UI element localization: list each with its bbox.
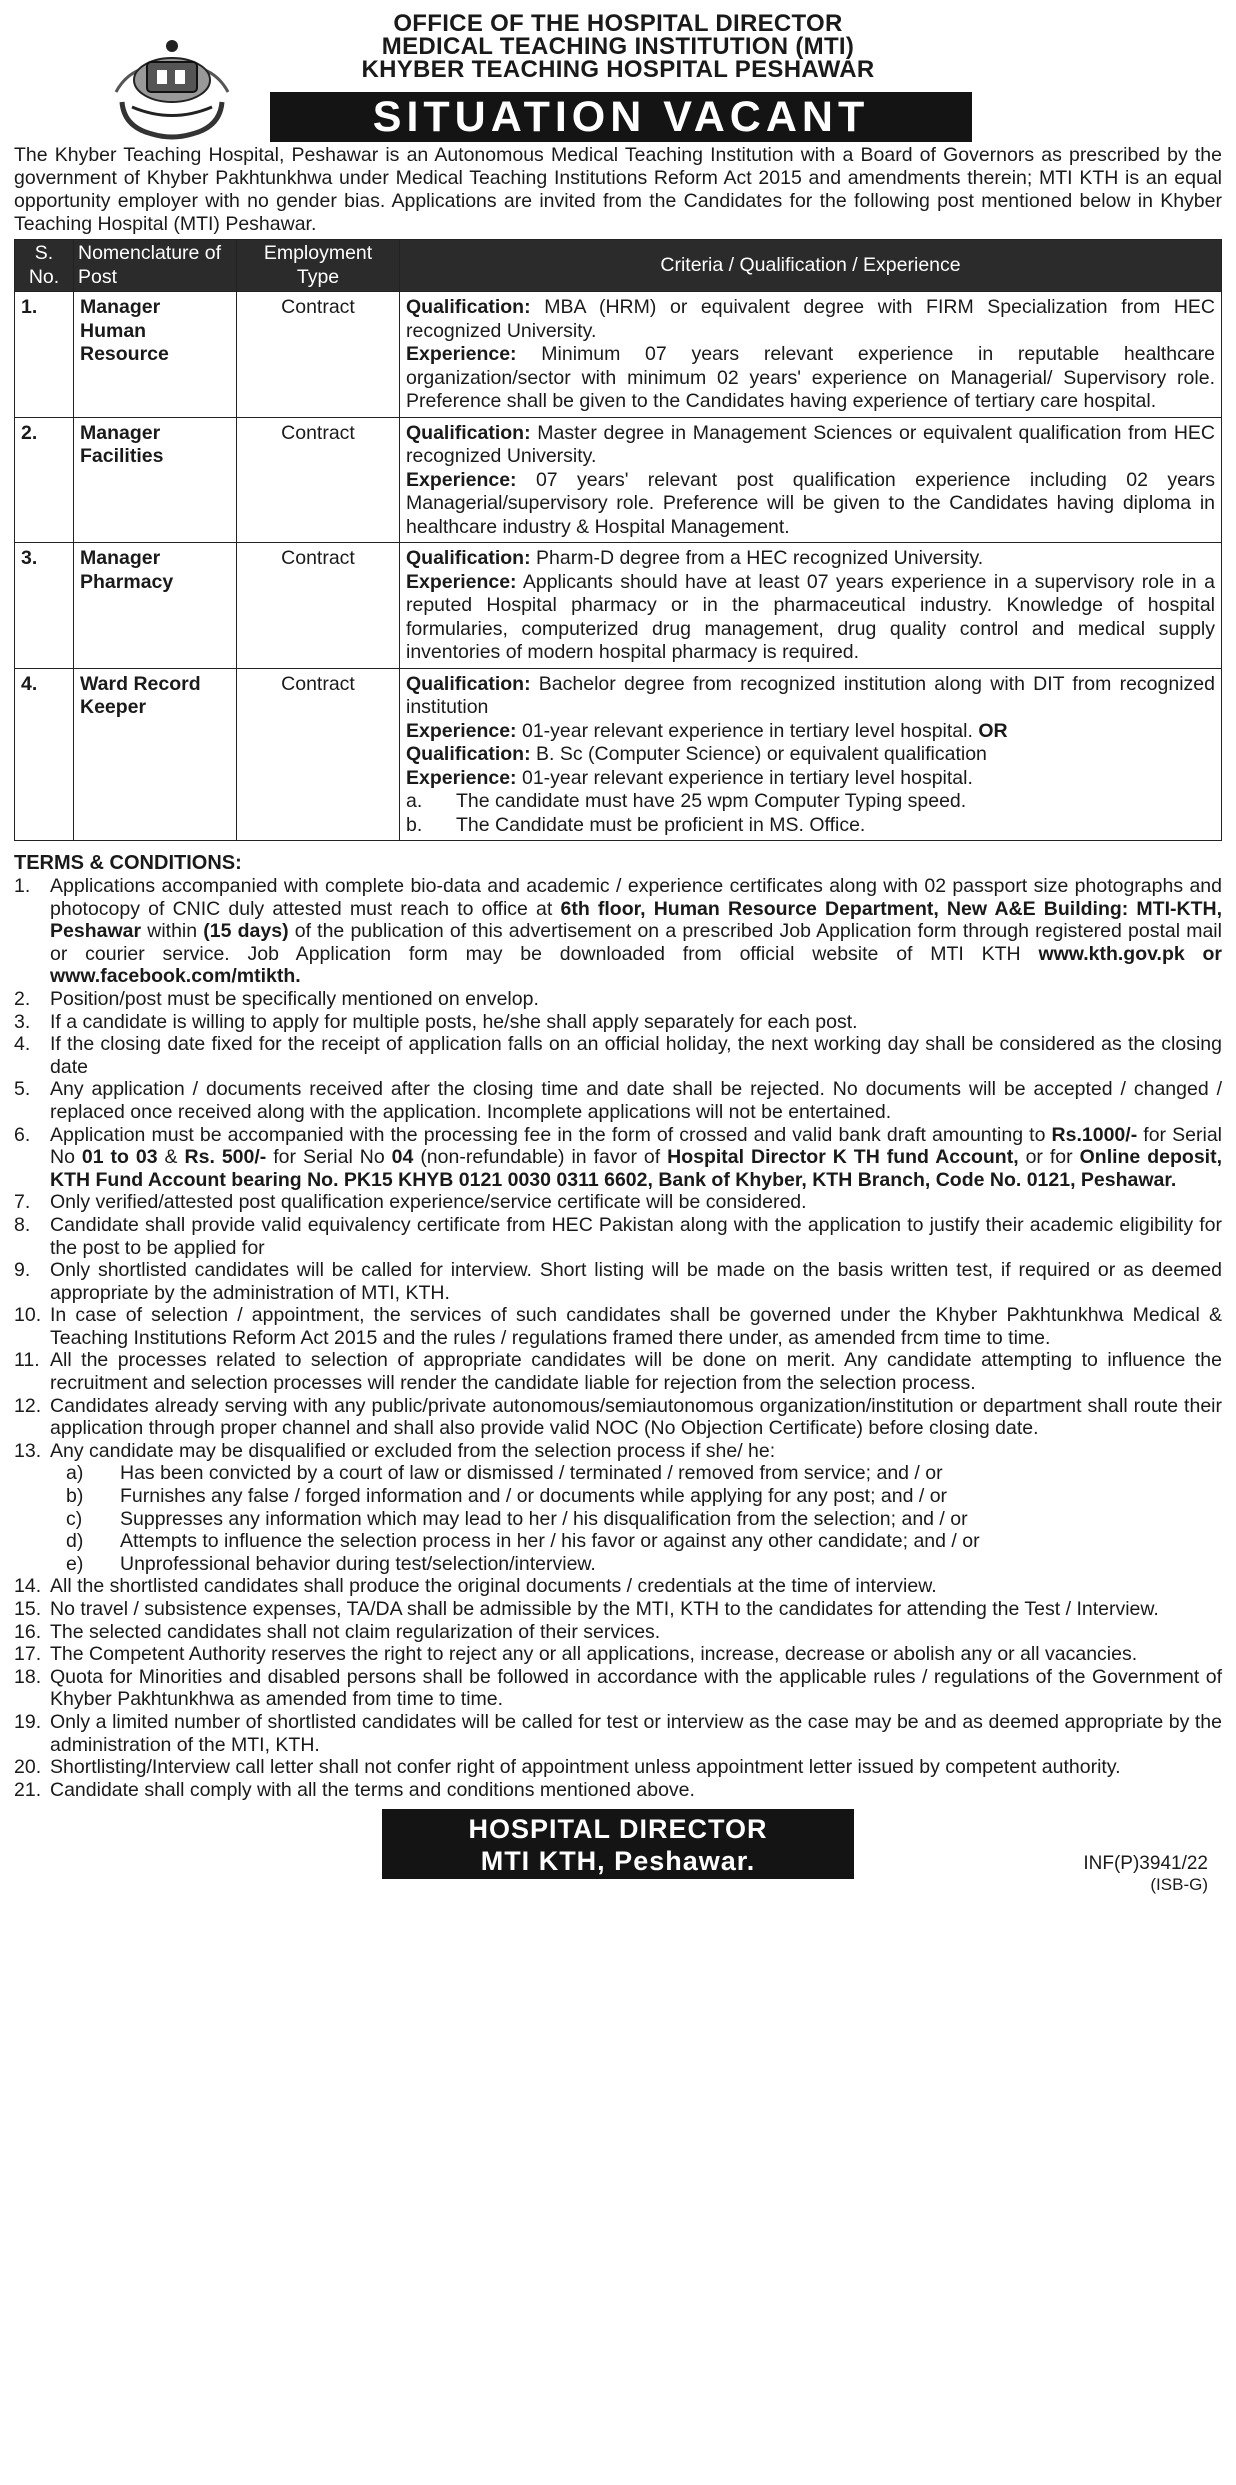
experience bbox=[406, 469, 1215, 540]
sub-marker: e) bbox=[66, 1552, 84, 1575]
qualification-label: Qualification: bbox=[406, 296, 531, 318]
term-item bbox=[14, 1643, 1222, 1666]
term-text: Only a limited number of shortlisted candidates will be called for test or interview as the case may be and as deemed appropriate by the administration of the MTI, KTH. bbox=[50, 1710, 1222, 1756]
isb-code: (ISB-G) bbox=[1150, 1875, 1208, 1895]
disqualification-item bbox=[14, 1508, 1222, 1531]
row-criteria bbox=[400, 417, 1222, 543]
term-item bbox=[14, 1124, 1222, 1192]
term-item bbox=[14, 1259, 1222, 1304]
term-text: Shortlisting/Interview call letter shall not confer right of appointment unless appointment letter issued by competent authority. bbox=[50, 1756, 1121, 1779]
row-sno: 2. bbox=[15, 417, 74, 543]
term-item bbox=[14, 1598, 1222, 1621]
term-number: 7. bbox=[14, 1191, 31, 1214]
term-item bbox=[14, 1575, 1222, 1598]
term-number: 16. bbox=[14, 1620, 42, 1643]
situation-vacant-banner: SITUATION VACANT bbox=[270, 92, 972, 142]
reference-number: INF(P)3941/22 bbox=[1083, 1853, 1208, 1875]
experience-text: Applicants should have at least 07 years experience in a supervisory role in a reputed Hospital pharmacy or in the pharmaceutical industry. Knowledge of hospital formularies, computerized drug management, drug quality control and medical supply inventories of modern hospital pharmacy is required. bbox=[406, 570, 1215, 663]
table-row bbox=[15, 668, 1222, 841]
term-item bbox=[14, 1191, 1222, 1214]
footer bbox=[14, 1809, 1222, 1899]
term-text: Quota for Minorities and disabled persons shall be followed in accordance with the applicable rules / regulations of the Government of Khyber Pakhtunkhwa as amended from time to time. bbox=[50, 1665, 1222, 1711]
qualification-text: Master degree in Management Sciences or equivalent qualification from HEC recognized University. bbox=[406, 421, 1215, 467]
disqualification-item bbox=[14, 1462, 1222, 1485]
fee-amount: Rs.1000/- bbox=[1051, 1123, 1138, 1146]
term-item bbox=[14, 1756, 1222, 1779]
sub-marker: d) bbox=[66, 1530, 84, 1553]
experience-label: Experience: bbox=[406, 570, 517, 593]
sub-text: Suppresses any information which may lead to her / his disqualification from the selection; and / or bbox=[120, 1507, 968, 1530]
qualification-label: Qualification: bbox=[406, 743, 531, 765]
row-type: Contract bbox=[237, 417, 400, 543]
experience bbox=[406, 343, 1215, 414]
fund-account: Hospital Director K TH fund Account, bbox=[667, 1146, 1019, 1169]
term-number: 11. bbox=[14, 1349, 40, 1372]
term-text-part: Applications accompanied with complete bio-data and academic / experience certificates along with 02 passport size photographs and photocopy of CNIC duly attested must reach to office at bbox=[50, 875, 1222, 920]
disqualification-item bbox=[14, 1530, 1222, 1553]
fee-amount: Rs. 500/- bbox=[184, 1146, 267, 1169]
term-text: Any candidate may be disqualified or excluded from the selection process if she/ he: bbox=[50, 1439, 776, 1462]
term-text: Candidate shall comply with all the terms and conditions mentioned above. bbox=[50, 1778, 695, 1801]
term-text: If the closing date fixed for the receipt of application falls on an official holiday, the next working day shall be considered as the closing date bbox=[50, 1033, 1222, 1078]
qualification-alt bbox=[406, 743, 1215, 767]
row-criteria bbox=[400, 668, 1222, 841]
term-item bbox=[14, 1033, 1222, 1078]
note-text: The candidate must have 25 wpm Computer Typing speed. bbox=[456, 790, 967, 812]
intro-paragraph: The Khyber Teaching Hospital, Peshawar is an Autonomous Medical Teaching Institution with a Board of Governors as prescribed by the government of Khyber Pakhtunkhwa under Medical Teaching Institutions Reform Act 2015 and amendments therein; MTI KTH is an equal opportunity employer with no gender bias. Applications are invited from the Candidates for the following post mentioned below in Khyber Teaching Hospital (MTI) Peshawar. bbox=[14, 144, 1222, 235]
experience-label: Experience: bbox=[406, 766, 517, 789]
table-row bbox=[15, 417, 1222, 543]
term-number: 1. bbox=[14, 875, 31, 897]
qualification-text: Bachelor degree from recognized institution along with DIT from recognized institution bbox=[406, 672, 1215, 718]
note-item bbox=[406, 790, 1215, 814]
term-number: 21. bbox=[14, 1778, 42, 1801]
sub-text: Has been convicted by a court of law or dismissed / terminated / removed from service; and / or bbox=[120, 1462, 943, 1485]
term-item bbox=[14, 1440, 1222, 1463]
term-text: Any application / documents received after the closing time and date shall be rejected. No documents will be accepted / changed / replaced once received along with the application. Incomplete applications will not be entertained. bbox=[50, 1078, 1222, 1123]
term-text: Only shortlisted candidates will be called for interview. Short listing will be made on the basis written test, if required or as deemed appropriate by the administration of MTI, KTH. bbox=[50, 1259, 1222, 1304]
term-text: The selected candidates shall not claim regularization of their services. bbox=[50, 1620, 661, 1643]
note-marker: b. bbox=[406, 813, 423, 836]
experience-label: Experience: bbox=[406, 468, 517, 491]
note-text: The Candidate must be proficient in MS. Office. bbox=[456, 813, 866, 836]
experience-label: Experience: bbox=[406, 719, 517, 742]
header bbox=[14, 10, 1222, 141]
sub-text: Attempts to influence the selection process in her / his favor or against any other candidate; and / or bbox=[120, 1530, 980, 1553]
term-item bbox=[14, 1214, 1222, 1259]
term-item bbox=[14, 1621, 1222, 1644]
term-text bbox=[50, 875, 1222, 988]
term-number: 9. bbox=[14, 1259, 31, 1282]
note-marker: a. bbox=[406, 790, 423, 812]
qualification-label: Qualification: bbox=[406, 672, 531, 695]
term-item bbox=[14, 1304, 1222, 1349]
term-item bbox=[14, 1078, 1222, 1123]
experience-text: 01-year relevant experience in tertiary level hospital. bbox=[516, 766, 973, 789]
row-sno: 4. bbox=[15, 668, 74, 841]
term-text-part: Application must be accompanied with the processing fee in the form of crossed and valid bank draft amounting to bbox=[50, 1123, 1052, 1146]
header-criteria: Criteria / Qualification / Experience bbox=[400, 240, 1222, 292]
term-item bbox=[14, 1711, 1222, 1756]
table-row bbox=[15, 292, 1222, 418]
term-number: 14. bbox=[14, 1575, 42, 1598]
sub-marker: c) bbox=[66, 1507, 83, 1530]
hospital-seal-logo-icon bbox=[112, 32, 232, 142]
note-item bbox=[406, 814, 1215, 838]
qualification bbox=[406, 296, 1215, 343]
term-number: 10. bbox=[14, 1304, 42, 1327]
experience bbox=[406, 720, 1215, 744]
term-number: 6. bbox=[14, 1123, 31, 1146]
term-number: 4. bbox=[14, 1033, 31, 1056]
terms-title: TERMS & CONDITIONS: bbox=[14, 852, 242, 874]
qualification-text: B. Sc (Computer Science) or equivalent qualification bbox=[530, 743, 987, 765]
term-text: If a candidate is willing to apply for multiple posts, he/she shall apply separately for each post. bbox=[50, 1010, 858, 1033]
table-header-row bbox=[15, 240, 1222, 292]
term-text-part: (non-refundable) in favor of bbox=[413, 1146, 668, 1169]
hospital-title: KHYBER TEACHING HOSPITAL PESHAWAR bbox=[361, 56, 875, 83]
row-sno: 3. bbox=[15, 543, 74, 669]
row-type: Contract bbox=[237, 543, 400, 669]
term-text: Candidate shall provide valid equivalency certificate from HEC Pakistan along with the application to justify their academic eligibility for the post to be applied for bbox=[50, 1213, 1222, 1259]
term-number: 3. bbox=[14, 1010, 31, 1033]
term-item bbox=[14, 1779, 1222, 1802]
term-item bbox=[14, 1011, 1222, 1034]
sub-text: Furnishes any false / forged information and / or documents while applying for any post; and / or bbox=[120, 1485, 948, 1508]
term-item bbox=[14, 1395, 1222, 1440]
row-sno: 1. bbox=[15, 292, 74, 418]
term-number: 5. bbox=[14, 1078, 31, 1101]
qualification bbox=[406, 422, 1215, 469]
term-text-part: of the publication of this advertisement on a prescribed Job Application form through registered postal mail or courier service. Job Application form may be downloaded from official website of MTI KTH bbox=[50, 920, 1222, 965]
online-deposit: Online deposit, KTH Fund Account bearing No. PK15 KHYB 0121 0030 0311 6602, Bank of Khyber, KTH Branch, Code No. 0121, Peshawar. bbox=[50, 1146, 1222, 1191]
signatory-title: HOSPITAL DIRECTOR bbox=[468, 1814, 768, 1845]
or-label: OR bbox=[978, 719, 1008, 742]
header-sno: S. No. bbox=[15, 240, 74, 292]
header-post: Nomenclature of Post bbox=[74, 240, 237, 292]
term-text: All the processes related to selection of appropriate candidates will be done on merit. Any candidate attempting to influence the recruitment and selection processes will render the candidate liable for rejection from the selection process. bbox=[50, 1349, 1222, 1395]
term-text: No travel / subsistence expenses, TA/DA shall be admissible by the MTI, KTH to the candidates for attending the Test / Interview. bbox=[50, 1598, 1159, 1620]
header-type: Employment Type bbox=[237, 240, 400, 292]
term-number: 8. bbox=[14, 1213, 31, 1236]
term-text: Position/post must be specifically mentioned on envelop. bbox=[50, 987, 539, 1010]
qualification-label: Qualification: bbox=[406, 547, 531, 569]
institution-title: MEDICAL TEACHING INSTITUTION (MTI) bbox=[381, 33, 855, 60]
term-number: 2. bbox=[14, 987, 31, 1010]
disqualification-item bbox=[14, 1485, 1222, 1508]
disqualification-item bbox=[14, 1553, 1222, 1576]
term-text: The Competent Authority reserves the right to reject any or all applications, increase, decrease or abolish any or all vacancies. bbox=[50, 1643, 1138, 1666]
table-row bbox=[15, 543, 1222, 669]
term-item bbox=[14, 988, 1222, 1011]
term-item bbox=[14, 875, 1222, 988]
signatory-office: MTI KTH, Peshawar. bbox=[480, 1846, 756, 1877]
serial-range: 04 bbox=[391, 1146, 414, 1169]
qualification-text: MBA (HRM) or equivalent degree with FIRM Specialization from HEC recognized University. bbox=[406, 296, 1215, 342]
term-text: Only verified/attested post qualification experience/service certificate will be considered. bbox=[50, 1191, 807, 1214]
qualification-text: Pharm-D degree from a HEC recognized University. bbox=[530, 547, 984, 569]
experience-label: Experience: bbox=[406, 343, 517, 365]
row-post: Ward Record Keeper bbox=[74, 668, 237, 841]
term-text: In case of selection / appointment, the services of such candidates shall be governed under the Khyber Pakhtunkhwa Medical & Teaching Institutions Reform Act 2015 and the rules / regulations framed there under, as amended frcm time to time. bbox=[50, 1304, 1222, 1349]
term-number: 18. bbox=[14, 1665, 42, 1688]
row-post: Manager Pharmacy bbox=[74, 543, 237, 669]
term-number: 13. bbox=[14, 1439, 42, 1462]
term-text-part: for Serial No bbox=[266, 1146, 392, 1169]
row-type: Contract bbox=[237, 292, 400, 418]
row-type: Contract bbox=[237, 668, 400, 841]
sub-marker: a) bbox=[66, 1462, 84, 1485]
experience-text: 07 years' relevant post qualification experience including 02 years Managerial/supervisory role. Preference will be given to the Candidates having diploma in healthcare industry & Hospital Management. bbox=[406, 468, 1215, 538]
experience-alt bbox=[406, 767, 1215, 791]
row-criteria bbox=[400, 292, 1222, 418]
term-text bbox=[50, 1124, 1222, 1192]
sub-marker: b) bbox=[66, 1485, 84, 1508]
deadline-text: (15 days) bbox=[203, 920, 289, 943]
term-number: 15. bbox=[14, 1598, 42, 1620]
qualification bbox=[406, 673, 1215, 720]
address-text: 6th floor, Human Resource Department, New A&E Building: MTI-KTH, Peshawar bbox=[50, 897, 1222, 943]
experience-text: Minimum 07 years relevant experience in reputable healthcare organization/sector with minimum 02 years' experience on Managerial/ Supervisory role. Preference shall be given to the Candidates having experience of tertiary care hospital. bbox=[406, 343, 1215, 412]
term-item bbox=[14, 1349, 1222, 1394]
term-item bbox=[14, 1666, 1222, 1711]
qualification bbox=[406, 547, 1215, 571]
experience bbox=[406, 571, 1215, 665]
serial-range: 01 to 03 bbox=[81, 1146, 158, 1169]
term-text-part: within bbox=[141, 920, 204, 943]
row-post: Manager Human Resource bbox=[74, 292, 237, 418]
website-text: www.kth.gov.pk or www.facebook.com/mtikth. bbox=[50, 942, 1222, 988]
term-text-part: or for bbox=[1018, 1146, 1080, 1169]
row-post: Manager Facilities bbox=[74, 417, 237, 543]
term-text-part: for Serial No bbox=[50, 1123, 1222, 1169]
term-number: 12. bbox=[14, 1394, 42, 1417]
row-criteria bbox=[400, 543, 1222, 669]
term-number: 19. bbox=[14, 1710, 42, 1733]
office-title: OFFICE OF THE HOSPITAL DIRECTOR bbox=[393, 10, 843, 37]
qualification-label: Qualification: bbox=[406, 421, 531, 444]
term-text: All the shortlisted candidates shall produce the original documents / credentials at the time of interview. bbox=[50, 1575, 937, 1598]
experience-text: 01-year relevant experience in tertiary level hospital. bbox=[516, 719, 979, 742]
term-number: 17. bbox=[14, 1643, 42, 1666]
advertisement-page bbox=[14, 12, 1222, 1899]
sub-text: Unprofessional behavior during test/selection/interview. bbox=[120, 1552, 596, 1575]
term-text-part: & bbox=[157, 1146, 185, 1169]
posts-table bbox=[14, 239, 1222, 841]
signature-block bbox=[382, 1809, 854, 1879]
term-number: 20. bbox=[14, 1756, 42, 1779]
term-text: Candidates already serving with any public/private autonomous/semiautonomous organization/institution or department shall route their application through proper channel and shall also provide valid NOC (No Objection Certificate) before closing date. bbox=[50, 1394, 1222, 1440]
